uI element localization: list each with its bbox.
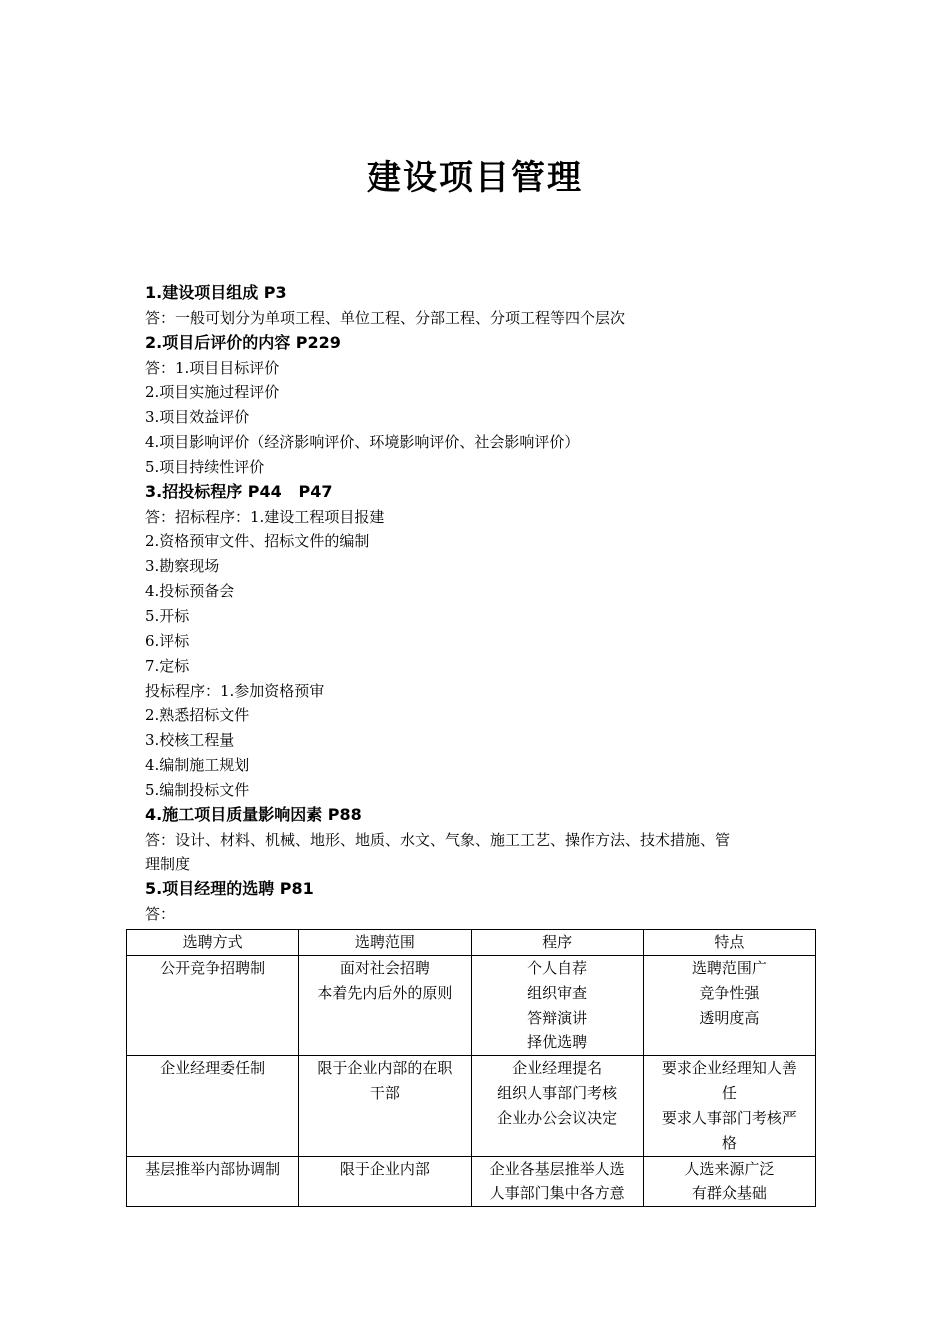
table-cell-line: 选聘范围广 xyxy=(691,958,767,977)
body-line: 答：设计、材料、机械、地形、地质、水文、气象、施工工艺、操作方法、技术措施、管 xyxy=(145,830,731,849)
table-header-cell: 选聘方式 xyxy=(127,930,299,956)
table-cell-line: 组织审查 xyxy=(527,983,588,1002)
body-line: 4.编制施工规划 xyxy=(145,756,250,775)
table-cell-line: 企业经理提名 xyxy=(512,1059,603,1078)
table-cell xyxy=(643,955,815,1055)
table-cell-line: 本着先内后外的原则 xyxy=(317,983,453,1002)
body-line: 7.定标 xyxy=(145,656,190,675)
table-cell-line: 人选来源广泛 xyxy=(684,1159,775,1178)
table-cell-line: 限于企业内部 xyxy=(339,1159,430,1178)
table-cell xyxy=(127,1056,299,1156)
section-heading: 3.招投标程序 P44 P47 xyxy=(145,481,333,501)
section-heading: 1.建设项目组成 P3 xyxy=(145,283,287,302)
table-cell xyxy=(299,955,471,1055)
table-row xyxy=(127,955,816,1055)
body-line: 3.项目效益评价 xyxy=(145,408,250,427)
table-cell-line: 择优选聘 xyxy=(527,1033,588,1052)
body-line: 理制度 xyxy=(145,855,191,874)
body-line: 投标程序：1.参加资格预审 xyxy=(145,681,325,700)
table-row xyxy=(127,1156,816,1207)
table-cell-line: 透明度高 xyxy=(699,1008,760,1027)
table-cell-line: 限于企业内部的在职 xyxy=(317,1059,453,1078)
table-cell-line: 干部 xyxy=(369,1084,400,1103)
table-body xyxy=(127,955,816,1206)
body-line: 答：招标程序：1.建设工程项目报建 xyxy=(145,507,385,526)
table-header-cell: 程序 xyxy=(471,930,643,956)
table-row xyxy=(127,1056,816,1156)
body-line: 2.资格预审文件、招标文件的编制 xyxy=(145,532,370,551)
table-cell xyxy=(471,1056,643,1156)
table-cell-line: 要求人事部门考核严 xyxy=(661,1108,797,1127)
table-cell-line: 答辩演讲 xyxy=(527,1008,588,1027)
table-cell-line: 基层推举内部协调制 xyxy=(145,1159,281,1178)
body-line: 5.开标 xyxy=(145,606,190,625)
body-line: 5.编制投标文件 xyxy=(145,780,250,799)
document-body xyxy=(145,281,810,927)
section-heading: 4.施工项目质量影响因素 P88 xyxy=(145,804,362,824)
body-line: 4.项目影响评价（经济影响评价、环境影响评价、社会影响评价） xyxy=(145,433,580,452)
table-cell xyxy=(299,1056,471,1156)
table-cell xyxy=(471,955,643,1055)
body-line: 答： xyxy=(145,905,176,924)
table-cell xyxy=(643,1056,815,1156)
section-heading: 2.项目后评价的内容 P229 xyxy=(145,332,341,352)
table-header-cell: 选聘范围 xyxy=(299,930,471,956)
table-cell-line: 组织人事部门考核 xyxy=(497,1084,618,1103)
table-cell-line: 个人自荐 xyxy=(527,958,588,977)
table-cell-line: 任 xyxy=(721,1084,737,1103)
body-line: 答：一般可划分为单项工程、单位工程、分部工程、分项工程等四个层次 xyxy=(145,308,626,327)
body-line: 6.评标 xyxy=(145,631,190,650)
body-line: 2.项目实施过程评价 xyxy=(145,383,280,402)
body-line: 答：1.项目目标评价 xyxy=(145,358,280,377)
table-cell-line: 面对社会招聘 xyxy=(339,958,430,977)
table-cell-line: 企业经理委任制 xyxy=(160,1059,266,1078)
section-heading: 5.项目经理的选聘 P81 xyxy=(145,879,314,899)
table-cell xyxy=(643,1156,815,1207)
table-header-cell: 特点 xyxy=(643,930,815,956)
document-title: 建设项目管理 xyxy=(367,158,583,198)
body-line: 3.勘察现场 xyxy=(145,557,220,576)
table-header-row xyxy=(127,930,816,956)
table-cell-line: 格 xyxy=(721,1133,737,1152)
table-cell-line: 要求企业经理知人善 xyxy=(661,1059,797,1078)
table-cell-line: 竞争性强 xyxy=(699,983,760,1002)
body-line: 4.投标预备会 xyxy=(145,582,235,601)
table-cell-line: 企业办公会议决定 xyxy=(497,1108,618,1127)
body-line: 2.熟悉招标文件 xyxy=(145,706,250,725)
table-cell-line: 有群众基础 xyxy=(691,1184,767,1203)
table-cell-line: 企业各基层推举人选 xyxy=(489,1159,625,1178)
table-cell-line: 人事部门集中各方意 xyxy=(489,1184,625,1203)
table-cell xyxy=(299,1156,471,1207)
selection-table xyxy=(126,929,816,1207)
table-cell xyxy=(127,955,299,1055)
table-cell xyxy=(471,1156,643,1207)
body-line: 3.校核工程量 xyxy=(145,731,235,750)
table-cell-line: 公开竞争招聘制 xyxy=(160,958,266,977)
table-cell xyxy=(127,1156,299,1207)
body-line: 5.项目持续性评价 xyxy=(145,457,265,476)
